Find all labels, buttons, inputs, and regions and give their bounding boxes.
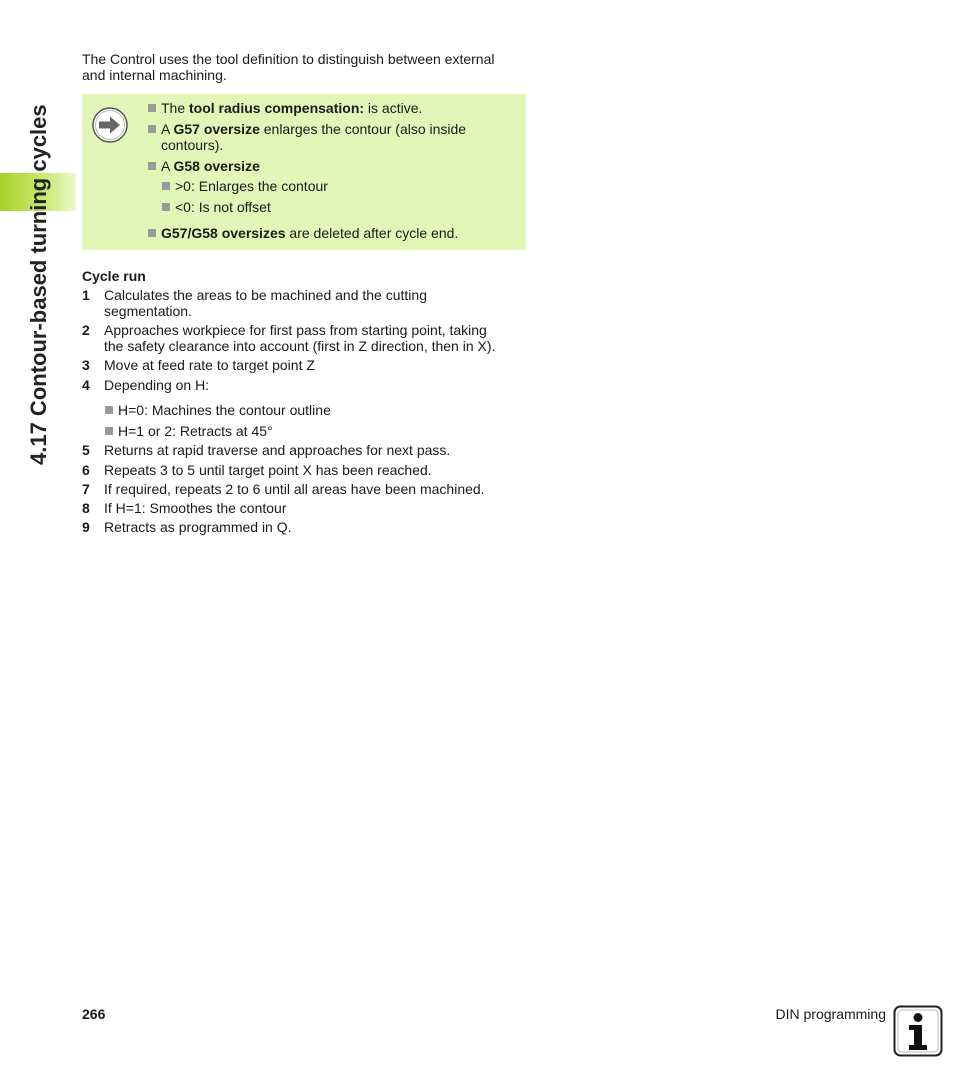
square-bullet-icon bbox=[148, 104, 156, 112]
step-item: 4 Depending on H: bbox=[82, 377, 210, 393]
step-number: 1 bbox=[82, 287, 90, 303]
step-list bbox=[82, 442, 522, 535]
intro-line: and internal machining. bbox=[82, 67, 227, 83]
note-item: The tool radius compensation: is active. bbox=[148, 100, 518, 116]
section-title: 4.17 Contour-based turning cycles bbox=[26, 104, 51, 465]
step-item: 9 Retracts as programmed in Q. bbox=[82, 519, 292, 535]
note-item: G57/G58 oversizes are deleted after cycle end. bbox=[148, 225, 518, 241]
step-item: 2 Approaches workpiece for first pass from starting point, taking the safety clearance into account (first in Z direction, then in X). bbox=[82, 322, 496, 354]
square-bullet-icon bbox=[162, 203, 170, 211]
arrow-right-icon bbox=[91, 106, 129, 144]
square-bullet-icon bbox=[162, 182, 170, 190]
step-number: 7 bbox=[82, 481, 90, 497]
depending-item: H=0: Machines the contour outline bbox=[105, 402, 331, 418]
step-number: 6 bbox=[82, 462, 90, 478]
square-bullet-icon bbox=[105, 427, 113, 435]
step-number: 8 bbox=[82, 500, 90, 516]
square-bullet-icon bbox=[148, 229, 156, 237]
square-bullet-icon bbox=[105, 406, 113, 414]
step-item: 6 Repeats 3 to 5 until target point X has been reached. bbox=[82, 462, 432, 478]
note-item: A G57 oversize enlarges the contour (also inside contours). bbox=[148, 121, 518, 153]
step-number: 5 bbox=[82, 442, 90, 458]
step-item: 1 Calculates the areas to be machined and the cutting segmentation. bbox=[82, 287, 427, 319]
step-item: 8 If H=1: Smoothes the contour bbox=[82, 500, 287, 516]
note-sub-item: >0: Enlarges the contour bbox=[162, 178, 518, 194]
step-number: 3 bbox=[82, 357, 90, 373]
depending-item: H=1 or 2: Retracts at 45° bbox=[105, 423, 273, 439]
step-item: 3 Move at feed rate to target point Z bbox=[82, 357, 315, 373]
step-number: 9 bbox=[82, 519, 90, 535]
step-list bbox=[82, 287, 522, 393]
page-number: 266 bbox=[82, 1006, 106, 1022]
footer-title: DIN programming bbox=[775, 1006, 886, 1022]
cycle-run-heading: Cycle run bbox=[82, 268, 146, 284]
step-number: 4 bbox=[82, 377, 90, 393]
step-item: 5 Returns at rapid traverse and approaches for next pass. bbox=[82, 442, 451, 458]
info-icon bbox=[893, 1005, 943, 1057]
intro-paragraph bbox=[82, 51, 522, 83]
note-list bbox=[148, 100, 518, 241]
step-number: 2 bbox=[82, 322, 90, 338]
step-item: 7 If required, repeats 2 to 6 until all areas have been machined. bbox=[82, 481, 485, 497]
square-bullet-icon bbox=[148, 125, 156, 133]
square-bullet-icon bbox=[148, 162, 156, 170]
note-box bbox=[82, 94, 526, 250]
note-item: A G58 oversize bbox=[148, 158, 518, 174]
note-sub-item: <0: Is not offset bbox=[162, 199, 518, 215]
intro-line: The Control uses the tool definition to distinguish between external bbox=[82, 51, 495, 67]
